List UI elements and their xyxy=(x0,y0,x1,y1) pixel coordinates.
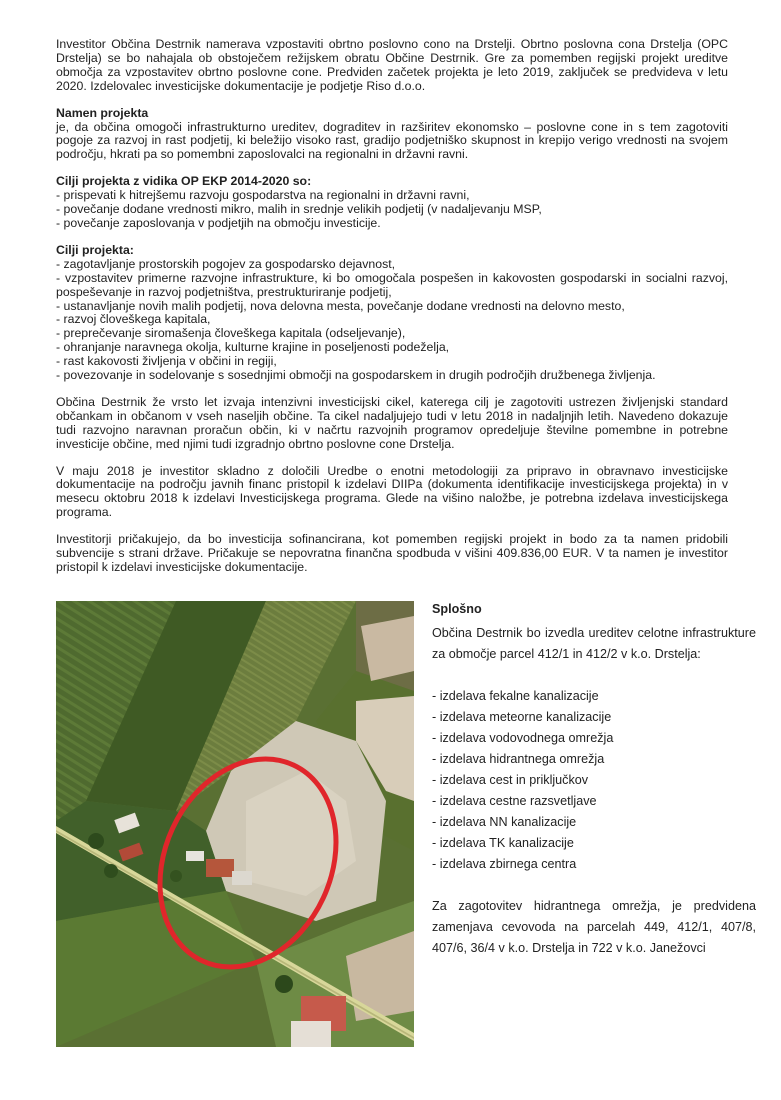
namen-section xyxy=(56,107,728,163)
aerial-photo xyxy=(56,601,414,1047)
list-item: - prispevati k hitrejšemu razvoju gospodarstva na regionalni in državni ravni, xyxy=(56,188,470,203)
list-item: - vzpostavitev primerne razvojne infrastrukture, ki bo omogočala pospešen in kakovosten gospodarski in socialni razvoj, pospeševanje in razvoj podjetništva, prestrukturiranje podjetij, xyxy=(56,270,728,299)
list-item: - preprečevanje siromašenja človeškega kapitala (odseljevanje), xyxy=(56,326,406,341)
list-item: - izdelava vodovodnega omrežja xyxy=(432,731,614,745)
list-item: - rast kakovosti življenja v občini in regiji, xyxy=(56,354,277,369)
namen-heading: Namen projekta xyxy=(56,105,149,120)
list-item: - izdelava meteorne kanalizacije xyxy=(432,710,612,724)
list-item: - ohranjanje naravnega okolja, kulturne krajine in poseljenosti podeželja, xyxy=(56,340,450,355)
aerial-photo-image xyxy=(56,601,414,1047)
list-item: - izdelava cestne razsvetljave xyxy=(432,794,597,808)
splosno-section xyxy=(432,601,756,959)
list-item: - izdelava cest in priključkov xyxy=(432,773,589,787)
list-item: - ustanavljanje novih malih podjetij, nova delovna mesta, povečanje dodane vrednosti na delovno mesto, xyxy=(56,298,625,313)
cilji-list xyxy=(56,258,728,383)
list-item: - izdelava TK kanalizacije xyxy=(432,836,574,850)
cilji-heading: Cilji projekta: xyxy=(56,242,134,257)
infrastructure-list xyxy=(432,686,756,875)
document-body xyxy=(56,38,728,588)
list-item: - povezovanje in sodelovanje s sosednjimi območji na gospodarskem in drugih področjih družbenega življenja. xyxy=(56,368,656,383)
list-item: - povečanje dodane vrednosti mikro, malih in srednje velikih podjetij (v nadaljevanju MSP, xyxy=(56,202,542,217)
hydrant-paragraph: Za zagotovitev hidrantnega omrežja, je predvidena zamenjava cevovoda na parcelah 449, 412/1, 407/8, 407/6, 36/4 v k.o. Drstelja in 722 v k.o. Janežovci xyxy=(432,899,756,955)
list-item: - povečanje zaposlovanja v podjetjih na območju investicije. xyxy=(56,215,381,230)
subsidy-paragraph: Investitorji pričakujejo, da bo investicija sofinancirana, kot pomemben regijski projekt in bodo za ta namen pridobili subvencije s strani države. Pričakuje se nepovratna finančna spodbuda v višini 409.836,00 EUR. V ta namen je investitor pristopil k izdelavi investicijske dokumentacije. xyxy=(56,532,728,574)
splosno-layout xyxy=(56,601,756,1049)
splosno-heading: Splošno xyxy=(432,602,482,616)
list-item: - razvoj človeškega kapitala, xyxy=(56,312,211,327)
list-item: - zagotavljanje prostorskih pogojev za gospodarsko dejavnost, xyxy=(56,256,396,271)
intro-paragraph: Investitor Občina Destrnik namerava vzpostaviti obrtno poslovno cono na Drstelji. Obrtno poslovna cona Drstelja (OPC Drstelja) se bo nahajala ob obstoječem režijskem obratu Občine Destrnik. Gre za pomemben regijski projekt ureditve območja za vzpostavitev obrtno poslovne cone. Predviden začetek projekta je leto 2019, zaključek se predvideva v letu 2020. Izdelovalec investicijske dokumentacije je podjetje Riso d.o.o. xyxy=(56,37,728,93)
cycle-paragraph: Občina Destrnik že vrsto let izvaja intenzivni investicijski cikel, katerega cilj je zagotoviti ustrezen življenjski standard občankam in občanom v vseh naseljih občine. Ta cikel nadaljujejo tudi v letu 2018 in nadaljnjih letih. Navedeno dokazuje tudi razvojno naravnan proračun občin, ki v načrtu razvojnih programov opredeljuje številne pomembne in potrebne investicije občine, med njimi tudi izgradnjo obrtno poslovne cone Drstelja. xyxy=(56,394,728,451)
cilji-section xyxy=(56,244,728,383)
splosno-text: Občina Destrnik bo izvedla ureditev celotne infrastrukture za območje parcel 412/1 in 412/2 v k.o. Drstelja: xyxy=(432,626,756,661)
cilji-op-heading: Cilji projekta z vidika OP EKP 2014-2020 so: xyxy=(56,174,312,189)
list-item: - izdelava zbirnega centra xyxy=(432,857,577,871)
list-item: - izdelava hidrantnega omrežja xyxy=(432,752,605,766)
cilji-op-section xyxy=(56,175,728,231)
namen-text: je, da občina omogoči infrastrukturno ureditev, dograditev in razširitev ekonomsko – poslovne cone in s tem zagotoviti pogoje za razvoj in rast podjetij, ki beležijo visoko rast, gradijo podjetniško skupnost in krepijo verigo vrednosti na svojem področju, hkrati pa so pomembni zaposlovalci na regionalni in državni ravni. xyxy=(56,119,728,162)
cilji-op-list xyxy=(56,189,728,231)
list-item: - izdelava fekalne kanalizacije xyxy=(432,689,599,703)
list-item: - izdelava NN kanalizacije xyxy=(432,815,577,829)
diip-paragraph: V maju 2018 je investitor skladno z določili Uredbe o enotni metodologiji za pripravo in obravnavo investicijske dokumentacije na področju javnih financ pristopil k izdelavi DIIPa (dokumenta identifikacije investicijskega projekta) in v mesecu oktobru 2018 k izdelavi Investicijskega programa. Glede na višino naložbe, je potrebna izdelava investicijskega programa. xyxy=(56,463,728,520)
